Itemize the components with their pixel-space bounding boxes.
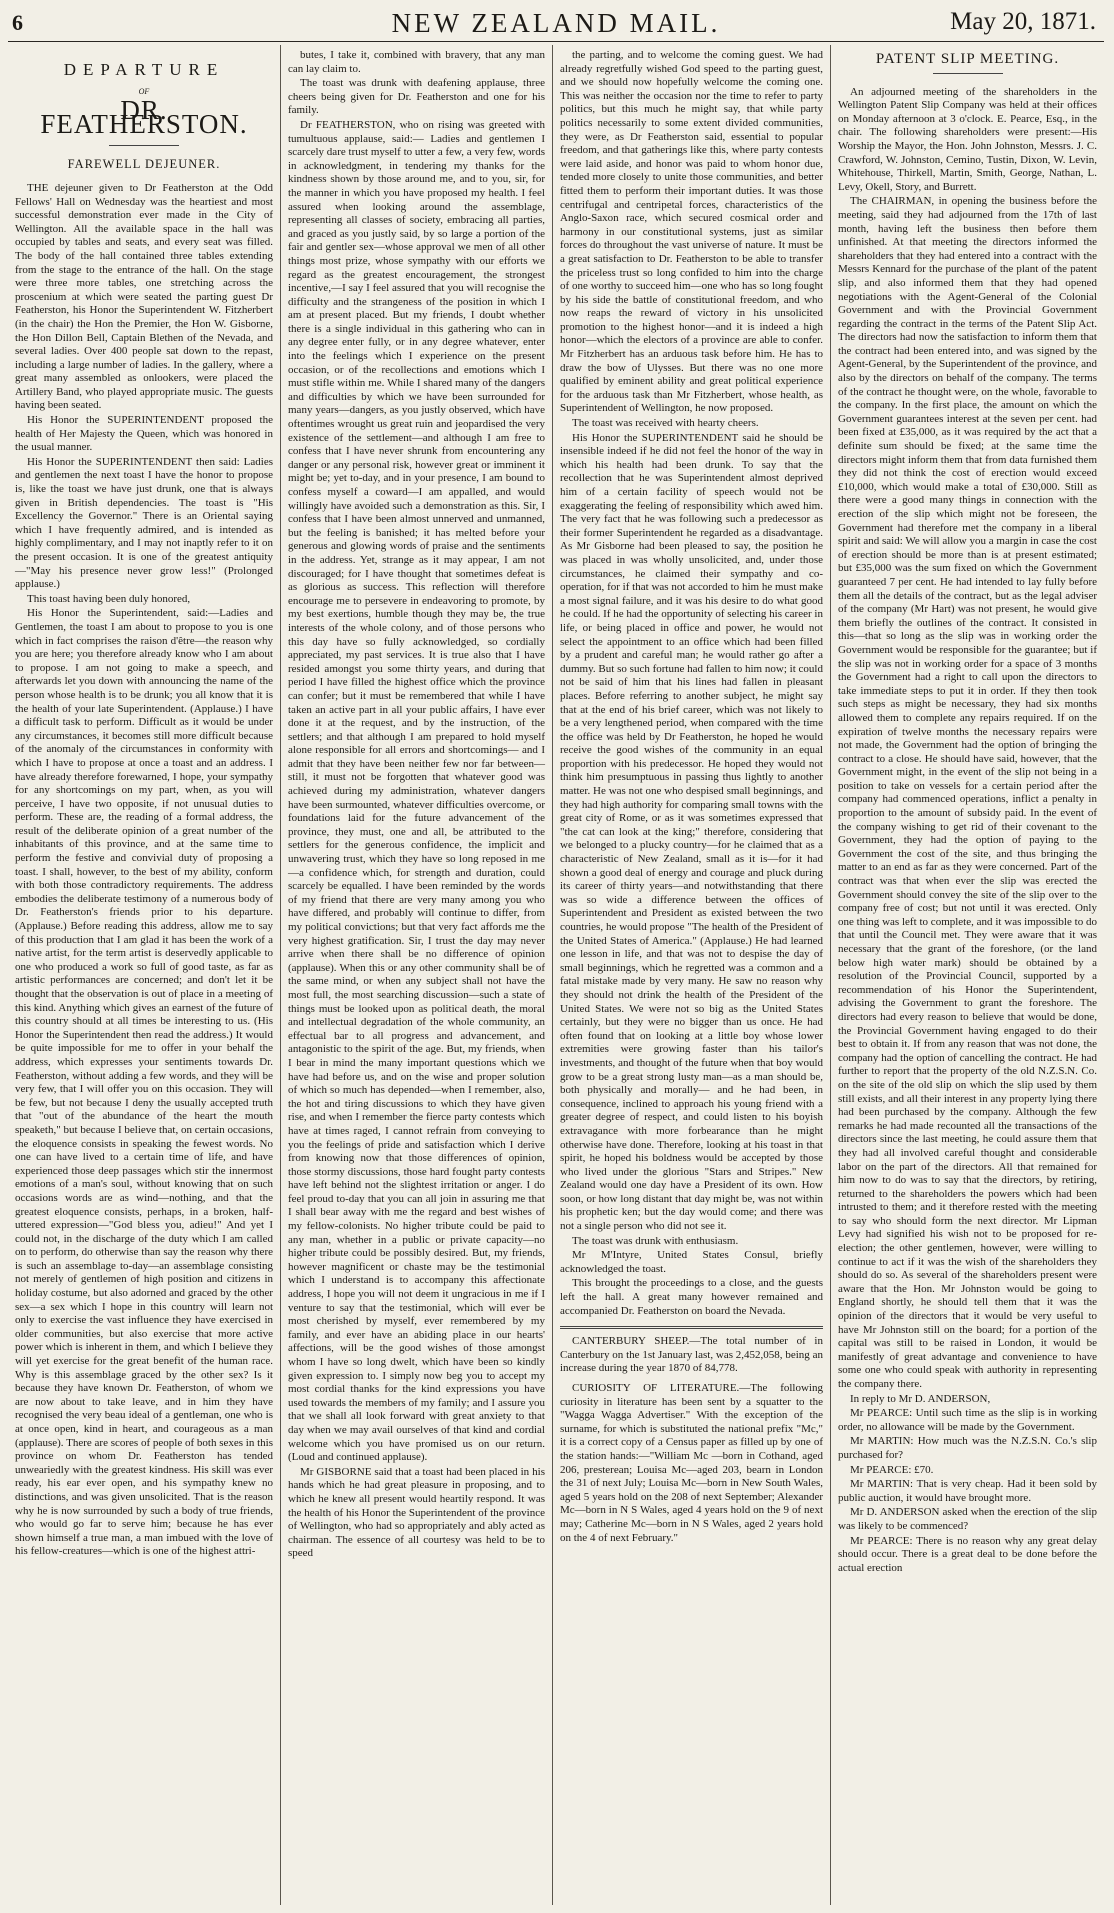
subheading: FAREWELL DEJEUNER. <box>67 157 221 172</box>
paragraph: His Honor the SUPERINTENDENT then said: Ladies and gentlemen the next toast I have the honor to propose is, like the toast we have just drunk, one that is always given in British dependencies. The toast is "His Excellency the Governor." There is an Oriental saying which I have frequently admired, and is intended as highly complimentary, and I may not inaptly refer to it on the present occasion. It is one of the greatest antiquity—"May his presence never grow less!" (Prolonged applause.) <box>15 455 273 591</box>
paragraph: Dr FEATHERSTON, who on rising was greeted with tumultuous applause, said:— Ladies and gentlemen I scarcely dare trust myself to utter a few, a very few, words in acknowledgment, in tendering my thanks for the kindness shown by those around me, and to you, sir, for the manner in which you have proposed my health. I feel assured when looking around the assemblage, representing all classes of society, embracing all parties, and graced as you justly said, by so large a portion of the fair and gentler sex—whose approval we men of all other things most prize, whose sympathy with our efforts we regard as the greatest encouragement, the strongest incentive,—I say I feel assured that you will recognise the difficulty and the strangeness of the position in which I am at present placed. But my friends, I doubt whether there is a single individual in this gathering who can in any degree enter fully, or in any degree whatever, enter into the feelings which I experience on the present occasion, or of the recollections and emotions which I must stifle within me. While I shared many of the dangers and difficulties by which we have been surrounded for many years—dangers, as you justly observed, which have oftentimes wrought us great ruin and jeopardised the very existence of the settlement—and although I am free to confess that I have never shrunk from encountering any danger or any personal risk, however great or imminent it might be; yet to-day, and in your presence, I am bound to confess myself a coward—I am appalled, and would willingly have avoided such a demonstration as this. Sir, I confess that I have been almost unnerved and unmanned, but the feeling is banished; it has melted before your generous and glowing words of praise and the sentiments in the address. Yet, strange as it may appear, I am not discouraged; for I have thought that sometimes defeat is as glorious as success. This reflection will therefore encourage me to persevere in endeavoring to promote, by my best exertions, humble though they may be, the true interests of the whole colony, and of those persons who this day have so fully acknowledged, so cordially appreciated, my past services. It is true also that I have resided amongst you some thirty years, and during that period I have filled the highest office which the province can confer; but it must be remembered that while I have taken an active part in all your public affairs, I have ever done it at the request, and by the instruction, of the settlers; and that although I am prepared to hold myself alone responsible for all errors and shortcomings— and I admit that they have been neither few nor far between—still, it must not be forgotten that whatever good was achieved during my administration, whatever dangers have been surmounted, whatever difficulties overcome, or foundations laid for the future advancement of the province, they must, one and all, be attributed to the settlers for the generous confidence, the implicit and unwavering trust, which they have so long reposed in me—a confidence which, for strength and duration, could scarcely be equalled. I have been reminded by the words of my friend that there are very many among you who have differed, and probably will continue to differ, from my political convictions; but that very fact affords me the very highest gratification. Sir, I trust the day may never arrive when there shall be no difference of opinion (applause). When this or any other community shall be of the same mind, or when any subject shall not have the most full, the most searching discussion—such a state of things must be looked upon as political death, the moral and intellectual degradation of the whole community, an effectual bar to all progress and advancement, and antagonistic to the spirit of the age. But, my friends, when I bear in mind the many important questions which we have had before us, and on the wise and proper solution of which so much has depended—when I remember, also, the hot and tiring discussions to which they have given rise, and when I remember the fierce party contests which have at times raged, I cannot refrain from conveying to you the feelings of pride and satisfaction which I derive from knowing now that those differences of opinion, those stormy discussions, those hard fought party contests have left behind not the slightest irritation or anger. I do feel proud to-day that you can all join in assuring me that I shall bear away with me the regard and best wishes of my fellow-colonists. No higher tribute could be paid to any man, whether in a public or private capacity—no higher tribute could be possibly desired. But, my friends, however magnificent or chaste may be the testimonial which I understand is to accompany this affectionate address, I hope you will not deem it ungracious in me if I venture to say that the testimonial, which will ever be most cherished by myself, ever remembered by my family, and ever have an abiding place in our hearts' affections, will be the good wishes of those amongst whom I have so long dwelt, which have been so kindly given expression to. I simply now beg you to accept my most cordial thanks for the kind expressions you have used towards the members of my family; and I assure you that we shall all look forward with great anxiety to that day when we may avail ourselves of that kind and cordial welcome which you have promised us on our return. (Loud and continued applause). <box>288 118 545 1464</box>
paragraph: The toast was received with hearty cheers. <box>572 417 759 430</box>
news-item-canterbury-sheep <box>560 1335 823 1376</box>
paragraph: butes, I take it, combined with bravery, that any man can lay claim to. <box>288 49 545 75</box>
column-4 <box>830 45 1104 1905</box>
item-body: —The following curiosity in literature has been sent by a squatter to the "Wagga Wagga Advertiser." With the exception of the surname, for which is substituted the national prefix "Mc," it is a correct copy of a Census paper as filled up by one of the station hands:—"William Mc —born in Cothand, aged 206, presterean; Louisa Mc—aged 203, bearn in London the 31 of next July; Louisa Mc—born in New South Wales, aged 5 years hold on the 208 of next September; Alexander Mc—born in N S Wales, aged 4 years hold on the 9 of next may; Catherine Mc—born in N S Wales, aged 2 years hold on the 4 of next February." <box>560 1382 823 1544</box>
page-number: 6 <box>12 10 23 35</box>
item-body: —The total number of in Canterbury on the 1st January last, was 2,452,058, being an increase during the year 1870 of 84,778. <box>560 1335 823 1375</box>
paragraph: Mr M'Intyre, United States Consul, briefly acknowledged the toast. <box>560 1249 823 1275</box>
paragraph: the parting, and to welcome the coming guest. We had already regretfully wished God speed to the parting guest, and we should now hopefully welcome the coming one. This was neither the occasion nor the time to refer to party politics, but this much he might say, that while party politics necessarily to some extent divided communities, they were, as Dr Featherston said, essential to popular freedom, and that gatherings like this, where party contests were laid aside, and honor was paid to whom honor due, tended more closely to unite those communities, and better fitted them to perform their important duties. It was those centrifugal and centripetal forces, characteristics of the Anglo-Saxon race, which secured cosmical order and harmony in our constitutional systems, just as similar forces do throughout the vast universe of nature. It must be a great satisfaction to Dr. Featherston to be able to transfer the priceless trust so long confided to him into the charge of one worthy to succeed him—one who has so long fought by his side the battle of constitutional freedom, and who now reaps the reward of victory in his unsolicited promotion to the highest honor—and it is indeed a high honor—which the electors of a province are able to confer. Mr Fitzherbert has an arduous task before him. He has to draw the bow of Ulysses. But there was no one more qualified by eminent ability and great political experience for the arduous task than Mr Fitzherbert, whose health, as Superintendent of Wellington, he now proposed. <box>560 49 823 415</box>
column-1 <box>8 45 280 1905</box>
paragraph: The toast was drunk with enthusiasm. <box>572 1234 739 1247</box>
item-lead: CURIOSITY OF LITERATURE. <box>572 1382 740 1394</box>
paragraph: The CHAIRMAN, in opening the business before the meeting, said they had adjourned from the 17th of last month, having left the business then before them unfinished. At that meeting the directors informed the shareholders that they had entered into a contract with the Messrs Kennard for the purchase of the plant of the patent slip, and also informed them that they had opened negotiations with the Agent-General of the Colonial Government and with the Provincial Government regarding the contract in the terms of the Patent Slip Act. The directors had now the satisfaction to inform them that the contract had been entered into, and was signed by the Agent-General, by the Superintendent of the province, and also by the directors on behalf of the company. The terms of the contract he thought were, on the whole, favorable to the company. In the first place, the amount on which the Government guarantees interest at the seven per cent. had been fixed at £35,000, as it was required by the act that a definite sum should be fixed; at the same time the directors might inform them that from data furnished them they did not think the cost of erection would exceed £10,000, which would make a total of £30,000. Still as there were a good many things in connection with the erection of the slip which might not be foreseen, the Government had therefore met the company in a liberal spirit and said: We will allow you a margin in case the cost of erection should be more than is at present estimated; but £35,000 was the sum fixed on which the Government guaranteed 7 per cent. He had intended to lay fully before them all the details of the contract, but as the legal adviser of the company (Mr Hart) was not present, he would give them briefly the outlines of the contract. It consisted in this—that so long as the slip was in working order the Government would be responsible for the guarantee; but if the slip was not in working order for a space of 3 months the Government had a right to call upon the directors to take immediate steps to put it in order. If they then took such steps as might be necessary, they had six months allowed them to complete any repairs required. If on the expiration of twelve months the necessary repairs were not made, the Government had the option of bringing the contract to a close. He should have said, however, that the Government might, in the event of the slip not being in a position to take on vessels for a certain period after the company had commenced operations, inflict a penalty in proportion to the amount of subsidy paid. In the event of the company wishing to get rid of their covenant to the Government, they had the option of paying to the Government the cost of the site, and thus bringing the matter to an end as far as they were concerned. Part of the contract was that when ever the slip was erected the Government should convey the site of the slip over to the company free of cost; but not until it was erected. Only one thing was left to complete, and it was impossible to do that until the Council met. They were aware that it was necessary that the grant of the foreshore, (or the land below high water mark) should be obtained by a resolution of the Provincial Council, supported by a recommendation of his Honor the Superintendent, advising the Government to grant the foreshore. The directors had every reason to believe that would be done, the Provincial Government having engaged to do their best to obtain it. If from any reason that was not done, the company had the option of cancelling the contract. He had further to report that the property of the old N.Z.S.N. Co. on the site of the old slip on which the slip used by them still exists, and all their interest in any property lying there had been purchased by the company. Although the few remarks he had made recounted all the transactions of the directors since the last meeting, he could assure them that they had all involved careful thought and considerable labor on the part of the directors. All that remained for him now to do was to say that the directors, by retiring, returned to the shareholders the powers which had been intrusted to them; and it therefore rested with the meeting to say who should form the next director. Mr Lipman Levy had signified his wish not to be proposed for re-election; the other gentlemen, however, were willing to continue to act if it was the wish of the shareholders they should do so. As several of the shareholders present were aware that the Hon. Mr Johnston would be going to England shortly, he should tell them that it was the opinion of the directors that it would be very useful to have Mr Johnston still on the board; for a portion of the capital was still to be raised in London, it would be manifestly of great advantage and convenience to have some one who could speak with authority in representing the company there. <box>838 195 1097 1390</box>
paragraph: Mr PEARCE: £70. <box>850 1463 934 1476</box>
paragraph: Mr D. ANDERSON asked when the erection of the slip was likely to be commenced? <box>838 1506 1097 1532</box>
paragraph: His Honor the SUPERINTENDENT proposed the health of Her Majesty the Queen, which was honored in the usual manner. <box>15 414 273 454</box>
news-item-curiosity <box>560 1382 823 1545</box>
columns <box>8 45 1104 1905</box>
paragraph: An adjourned meeting of the shareholders in the Wellington Patent Slip Company was held at their offices on Monday afternoon at 3 o'clock. E. Pearce, Esq., in the chair. The following shareholders were present:—His Worship the Mayor, the Hon. John Johnston, Messrs. J. C. Crawford, W. Johnston, Cemino, Tustin, Dixon, W. Levin, Whitehouse, Thirkell, Martin, Smith, George, Nathan, L. Levy, Okell, Story, and Burrett. <box>838 85 1097 193</box>
paragraph: Mr PEARCE: Until such time as the slip is in working order, no allowance will be made by the Government. <box>838 1407 1097 1433</box>
divider <box>933 73 1003 74</box>
paragraph: In reply to Mr D. ANDERSON, <box>850 1392 991 1405</box>
paragraph: Mr MARTIN: How much was the N.Z.S.N. Co.'s slip purchased for? <box>838 1435 1097 1461</box>
headline-name: DR. FEATHERSTON. <box>40 95 248 139</box>
divider <box>560 1326 823 1329</box>
divider <box>109 145 179 146</box>
masthead <box>8 8 1104 42</box>
paragraph: THE dejeuner given to Dr Featherston at the Odd Fellows' Hall on Wednesday was the heartiest and most successful demonstration ever made in the City of Wellington. All the available space in the hall was occupied by tables and seats, and every seat was filled. The body of the hall contained three tables extending from the stage to the entrance of the hall. On the stage were three more tables, one stretching across the proscenium at which were seated the parting guest Dr Featherston, his Honor the Superintendent W. Fitzherbert (in the chair) the Hon the Premier, the Hon W. Gisborne, the Hon Dillon Bell, Captain Blethen of the Nevada, and several ladies. Over 400 people sat down to the repast, including a large number of ladies. In the gallery, where a great many assembled as onlookers, were placed the Artillery Band, who played appropriate music. The guests having been seated. <box>15 181 273 412</box>
item-lead: CANTERBURY SHEEP. <box>572 1335 690 1348</box>
headline-departure: DEPARTURE <box>63 60 225 79</box>
issue-date: May 20, 1871. <box>950 8 1096 35</box>
paragraph: His Honor the SUPERINTENDENT said he should be insensible indeed if he did not feel the honor of the way in which his health had been drunk. To say that the recollection that he was Superintendent almost deprived him of a certain facility of speech would not be exaggerating the feeling of responsibility which awed him. The very fact that he was following such a predecessor as their former Superintendent he regarded as a disadvantage. As Mr Gisborne had been pleased to say, the position he was placed in was wholly unsolicited, and, under those circumstances, he claimed their sympathy and co-operation, for if that was not accorded to him he must make a most signal failure, and it was his desire to do what good he could. If he had the opportunity of selecting his career in life, or being placed in office and power, he would not select the appointment to an office which had been filled by a prudent and careful man; he would rather go after a dummy. But so such fortune had fallen to him now; it could not be said of him that his lines had fallen in pleasant places. Before referring to another subject, he might say that at the end of his brief career, which was not likely to be a very lengthened period, when compared with the time the office was held by Dr Featherston, he hoped he would receive the good wishes of the community in an equal proportion with his predecessor. He hoped they would not think him presumptuous in passing thus lightly to another matter. He was not one who despised small beginnings, and they had high authority for comparing small towns with the great city of Rome, or as it was sometimes expressed that "the cat can look at the king;" therefore, considering that we belonged to a plucky country—for he claimed that as a characteristic of New Zealand, small as it is—for it had shown a good deal of energy and courage and pluck during its career of thirty years—and notwithstanding that there was so wide a difference between the offices of Superintendent and President as existed between the two countries, he would propose "The health of the President of the United States of America." (Applause.) He had learned one lesson in life, and that was not to despise the day of small beginnings, which he regretted was a common and a fatal mistake made by very many. He saw no reason why they should not drink the health of the President of the United States. We were not so big as the United States certainly, but they were no bigger than us once. He had often found that on looking at a little boy whose lower extremities were growing faster than his tailor's investments, and thought of the future when that boy would grow to be a great strong lusty man—as a man should be, both physically and morally— and he had been, in consequence, inclined to approach his young friend with a greater degree of respect, and could listen to his boyish extravagance with more forbearance than he might otherwise have done. Therefore, looking at his toast in that spirit, he hoped his boldness would be accepted by those who lived under the glorious "Stars and Stripes." New Zealand would one day have a President of its own. How soon, or how long distant that day might be, was not within his prophetic ken; but the day would come; and there was not a single person who did not see it. <box>560 431 823 1233</box>
column-2 <box>280 45 552 1905</box>
paragraph: Mr PEARCE: There is no reason why any great delay should occur. There is a great deal to be done before the actual erection <box>838 1534 1097 1574</box>
paragraph: Mr GISBORNE said that a toast had been placed in his hands which he had great pleasure in proposing, and to which he knew all present would heartily respond. It was the health of his Honor the Superintendent of the province of Wellington, who had so appropriately and ably acted as chairman. The essence of all courtesy was held to be to speed <box>288 1465 545 1560</box>
column-3 <box>552 45 830 1905</box>
newspaper-title: NEW ZEALAND MAIL. <box>391 8 721 38</box>
paragraph: His Honor the Superintendent, said:—Ladies and Gentlemen, the toast I am about to propose to you is one which in fact comprises the raison d'être—the reason why you are here; you therefore already know who I am about to propose. I am not going to make a speech, and afterwards let you down with announcing the name of the person whose health is to be drunk; you all know that it is the health of your late Superintendent. (Applause.) I have a difficult task to perform. Difficult as it would be under any circumstances, it becomes still more difficult because of the anomaly of the circumstances in conformity with which I have to propose at once a toast and an address. I have already therefore forewarned, I hope, your sympathy for any shortcomings on my part, when, as you will perceive, I have two opposite, if not unusual duties to perform. These are, the reading of a formal address, the result of the deliberate opinion of a great number of the inhabitants of this province, and at the same time to perform the festive and convivial duty of proposing a toast. I shall, however, to the best of my ability, conform with both those contradictory requirements. The address embodies the deliberate testimony of a numerous body of Dr. Featherston's friends prior to his departure. (Applause.) Before reading this address, allow me to say of this production that I am glad it has been the work of a native artist, for the term artist is deservedly applicable to one who produced a work so full of good taste, as far as artistic performances are concerned; and don't let it be thought that the observation is out of place in a meeting of this kind. Anything which gives an earnest of the future of this country should at all times be interesting to us. (His Honor the Superintendent then read the address.) It would be quite impossible for me to offer in your behalf the address, which expresses your sentiments towards Dr. Featherston, without adding a few words, and they will be very few, that I will offer you on this occasion. They will be few, but not because I deny the usually accepted truth that "out of the abundance of the heart the mouth speaketh," but because I believe that, on certain occasions, the eloquence consists in speaking the fewest words. No one can have lived to a certain time of life, and have experienced those deep passages which stir the innermost emotions of a man's soul, without knowing that on such occasions words are as wind—nothing, and that the greatest eloquence consists, perhaps, in a broken, half-uttered expression—"God bless you, adieu!" And yet I could not, in the discharge of the duty which I am called on to perform, do otherwise than say the reason why there is such an assemblage to-day—an assemblage consisting not merely of gentlemen of high position and citizens in holiday costume, but also adorned and graced by the other sex—a sex which I hope in this country will learn not only to exercise the vast influence they have exercised in older communities, but also exercise that more active power which is inherent in them, and which I believe they will yet exercise for the great benefit of the human race. Why is this assemblage graced by the other sex? Is it because they have known Dr. Featherston, of whom we are now about to take leave, and in him they have recognised the very beau ideal of a gentleman, one who is at once open, kind in heart, and courageous as a man (applause). There are scores of people of both sexes in this province on whom Dr. Featherston has tended unweariedly with the greatest kindness. His skill was ever ready, his ear ever open, and his sympathy knew no distinctions, and was given unsolicited. That is the reason why he is now surrounded by such a body of true friends, who would go far to serve him; because he has ever shown himself a true man, a man imbued with the love of his fellow-creatures—which is one of the highest attri- <box>15 607 273 1558</box>
paragraph: This toast having been duly honored, <box>27 592 191 605</box>
paragraph: Mr MARTIN: That is very cheap. Had it been sold by public auction, it would have brought more. <box>838 1478 1097 1504</box>
paragraph: The toast was drunk with deafening applause, three cheers being given for Dr. Featherston and one for his family. <box>288 77 545 117</box>
headline-of: OF <box>138 86 150 96</box>
headline-patent-slip: PATENT SLIP MEETING. <box>875 51 1060 67</box>
paragraph: This brought the proceedings to a close, and the guests left the hall. A great many however remained and accompanied Dr. Featherston on board the Nevada. <box>560 1277 823 1317</box>
